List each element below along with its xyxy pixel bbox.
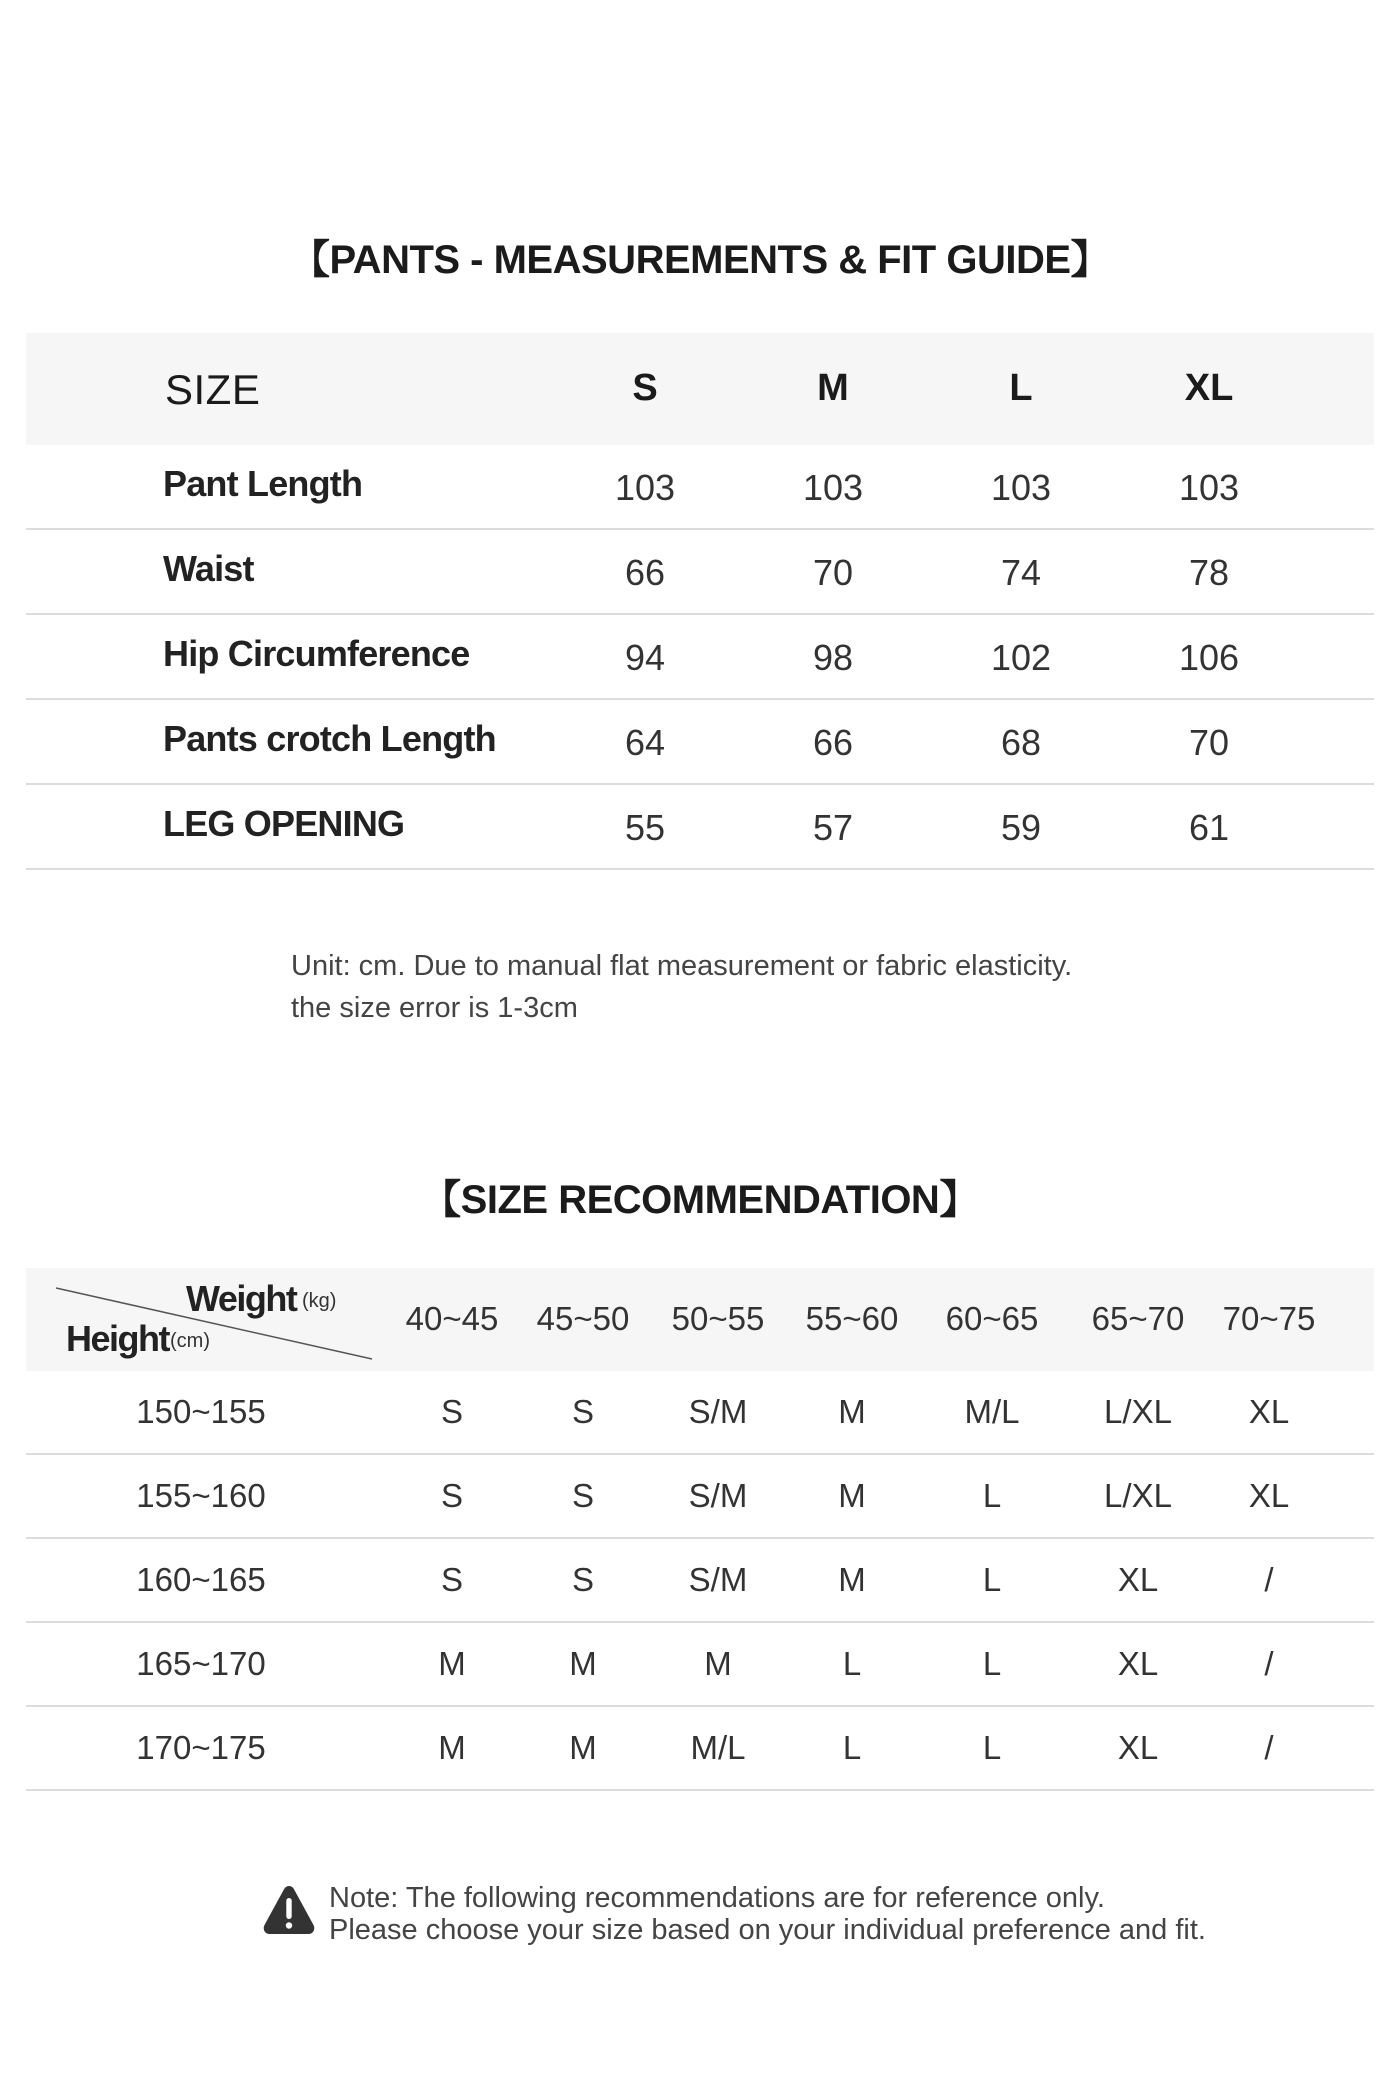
- height-unit: (cm): [170, 1330, 210, 1352]
- measurement-table: [26, 333, 1374, 870]
- table-cell: L: [982, 1477, 1002, 1514]
- table-row: [26, 1707, 1374, 1791]
- table-cell: S: [571, 1393, 594, 1430]
- table-cell: /: [1264, 1729, 1274, 1766]
- table-cell: 57: [812, 807, 854, 848]
- table-cell: M: [438, 1645, 466, 1682]
- row-label: Hip Circumference: [163, 633, 470, 674]
- height-range: 155~160: [136, 1477, 266, 1514]
- table-cell: 103: [802, 467, 864, 508]
- weight-column-header: 65~70: [1091, 1300, 1185, 1337]
- table-cell: S: [571, 1561, 594, 1598]
- table-cell: S: [571, 1477, 594, 1514]
- recommendation-note-line: Please choose your size based on your individual preference and fit.: [329, 1914, 1206, 1946]
- table-cell: L/XL: [1104, 1477, 1172, 1514]
- table-cell: S: [440, 1393, 463, 1430]
- table-cell: S/M: [688, 1393, 748, 1430]
- table-row: [26, 700, 1374, 785]
- height-range: 170~175: [136, 1729, 266, 1766]
- table-cell: XL: [1248, 1477, 1290, 1514]
- table-cell: M: [838, 1477, 866, 1514]
- size-column-header: XL: [1184, 367, 1234, 409]
- weight-unit: (kg): [302, 1290, 337, 1312]
- size-column-header: S: [632, 367, 658, 409]
- table-cell: M: [838, 1393, 866, 1430]
- table-row: [26, 615, 1374, 700]
- table-row: [26, 1455, 1374, 1539]
- weight-column-header: 40~45: [405, 1300, 499, 1337]
- table-row: [26, 445, 1374, 530]
- weight-column-header: 70~75: [1222, 1300, 1316, 1337]
- table-cell: 66: [812, 722, 854, 763]
- table-cell: XL: [1117, 1729, 1159, 1766]
- size-column-header: M: [817, 367, 849, 409]
- table-cell: 59: [1000, 807, 1042, 848]
- row-label: Pants crotch Length: [163, 718, 496, 759]
- row-label: Waist: [163, 548, 254, 589]
- table-cell: S: [440, 1477, 463, 1514]
- table-cell: M: [838, 1561, 866, 1598]
- table-cell: 106: [1178, 637, 1240, 678]
- table-cell: M: [569, 1645, 597, 1682]
- measurement-note-line: the size error is 1-3cm: [291, 992, 578, 1024]
- table-cell: M: [569, 1729, 597, 1766]
- table-row: [26, 785, 1374, 870]
- recommendation-table-header: [26, 1268, 1374, 1371]
- table-cell: S/M: [688, 1561, 748, 1598]
- table-cell: 103: [1178, 467, 1240, 508]
- table-cell: /: [1264, 1645, 1274, 1682]
- table-row: [26, 1623, 1374, 1707]
- table-cell: L/XL: [1104, 1393, 1172, 1430]
- table-cell: 98: [812, 637, 854, 678]
- table-cell: 66: [624, 552, 666, 593]
- table-cell: 103: [990, 467, 1052, 508]
- table-cell: 68: [1000, 722, 1042, 763]
- table-cell: 74: [1000, 552, 1042, 593]
- row-label: LEG OPENING: [163, 803, 405, 844]
- recommendation-note-text: [329, 1882, 1229, 1946]
- table-cell: M/L: [690, 1729, 746, 1766]
- table-cell: M/L: [964, 1393, 1020, 1430]
- table-cell: S/M: [688, 1477, 748, 1514]
- table-cell: L: [842, 1645, 862, 1682]
- table-cell: /: [1264, 1561, 1274, 1598]
- table-cell: 70: [812, 552, 854, 593]
- weight-label: Weight: [186, 1278, 297, 1319]
- recommendation-table: [26, 1268, 1374, 1791]
- height-range: 160~165: [136, 1561, 266, 1598]
- recommendation-note-line: Note: The following recommendations are for reference only.: [329, 1882, 1105, 1914]
- table-cell: XL: [1117, 1645, 1159, 1682]
- height-range: 165~170: [136, 1645, 266, 1682]
- table-cell: M: [438, 1729, 466, 1766]
- table-cell: 102: [990, 637, 1052, 678]
- table-cell: S: [440, 1561, 463, 1598]
- table-cell: L: [842, 1729, 862, 1766]
- measurement-note-line: Unit: cm. Due to manual flat measurement or fabric elasticity.: [291, 950, 1073, 982]
- table-cell: 55: [624, 807, 666, 848]
- weight-column-header: 50~55: [671, 1300, 765, 1337]
- table-cell: 103: [614, 467, 676, 508]
- table-cell: L: [982, 1729, 1002, 1766]
- measurement-table-header: [26, 333, 1374, 445]
- table-cell: 64: [624, 722, 666, 763]
- table-cell: XL: [1248, 1393, 1290, 1430]
- height-label: Height: [66, 1318, 169, 1359]
- recommendation-title: 【SIZE RECOMMENDATION】: [421, 1178, 979, 1222]
- table-cell: 78: [1188, 552, 1230, 593]
- size-column-header: L: [1009, 367, 1033, 409]
- table-cell: 94: [624, 637, 666, 678]
- warning-icon: [262, 1884, 316, 1936]
- measurements-title: 【PANTS - MEASUREMENTS & FIT GUIDE】: [289, 238, 1111, 282]
- table-row: [26, 530, 1374, 615]
- size-header-label: SIZE: [165, 366, 261, 413]
- weight-column-header: 60~65: [945, 1300, 1039, 1337]
- table-row: [26, 1371, 1374, 1455]
- table-cell: M: [704, 1645, 732, 1682]
- height-range: 150~155: [136, 1393, 266, 1430]
- weight-column-header: 45~50: [536, 1300, 630, 1337]
- table-cell: L: [982, 1645, 1002, 1682]
- weight-column-header: 55~60: [805, 1300, 899, 1337]
- table-row: [26, 1539, 1374, 1623]
- measurement-note: [291, 945, 1072, 1029]
- table-cell: 70: [1188, 722, 1230, 763]
- table-cell: 61: [1188, 807, 1230, 848]
- table-cell: XL: [1117, 1561, 1159, 1598]
- table-cell: L: [982, 1561, 1002, 1598]
- row-label: Pant Length: [163, 463, 363, 504]
